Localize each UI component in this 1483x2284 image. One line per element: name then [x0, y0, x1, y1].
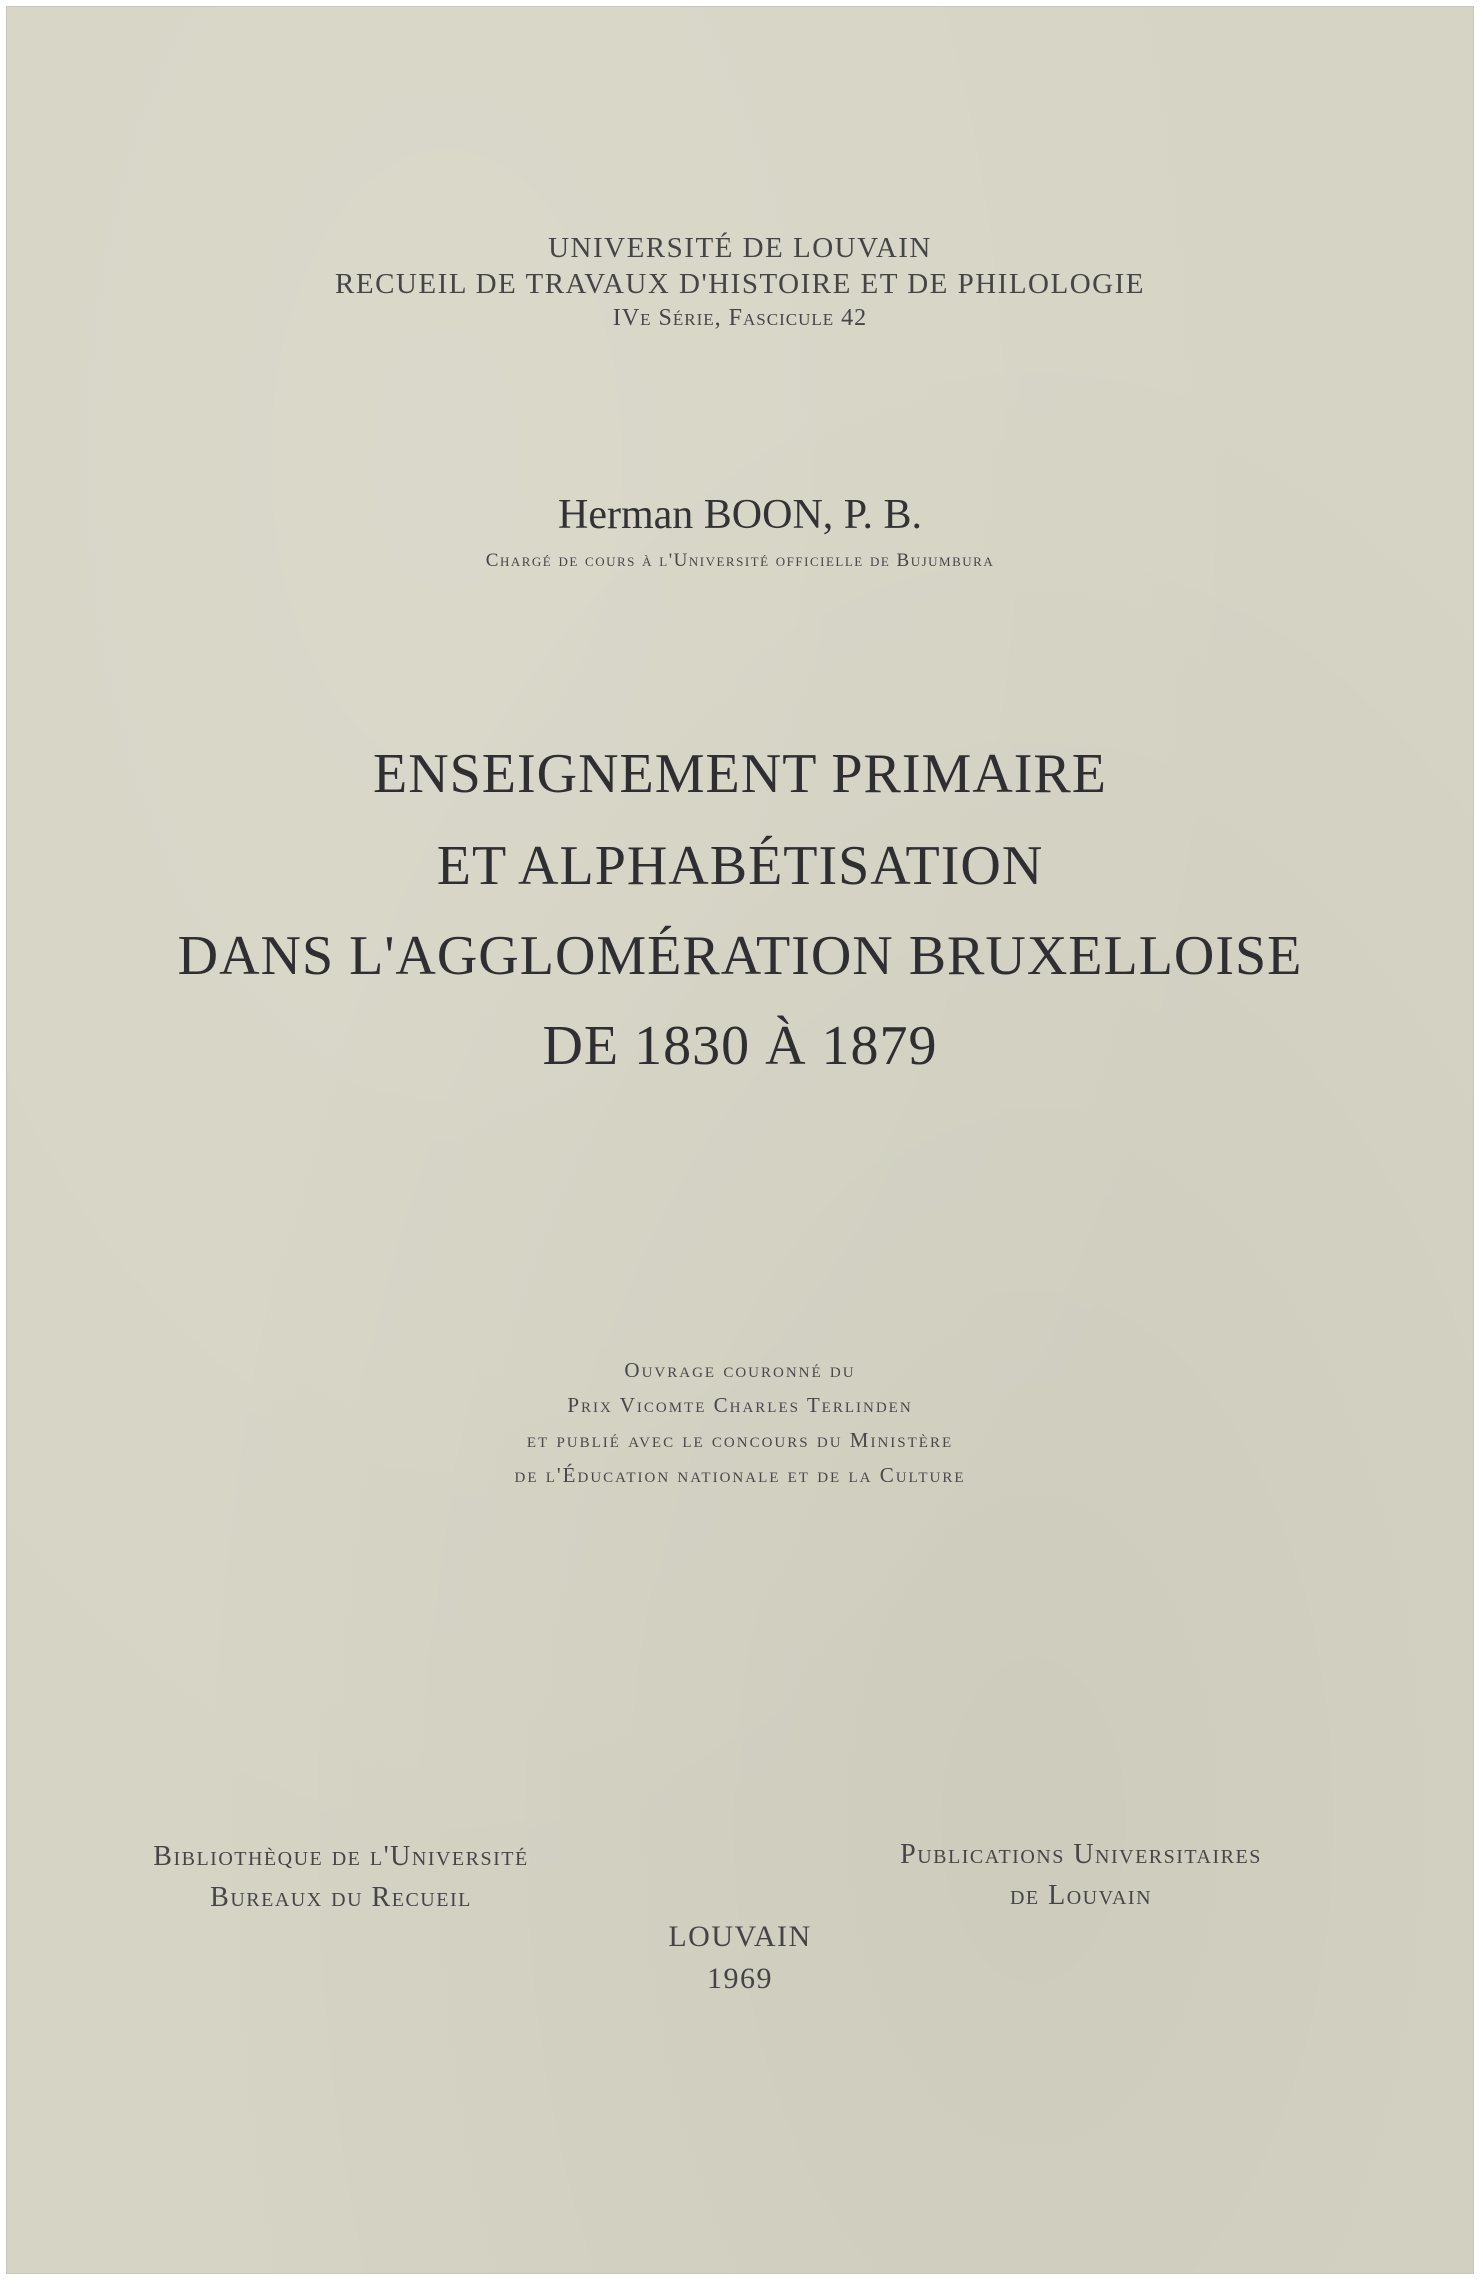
title-line-2: ET ALPHABÉTISATION [436, 835, 1044, 897]
award-line-1: Ouvrage couronné du [624, 1358, 856, 1382]
award-line-4: de l'Éducation nationale et de la Culture [514, 1463, 966, 1487]
publisher-left-line-2: Bureaux du Recueil [210, 1882, 472, 1913]
publisher-right-line-2: de Louvain [1009, 1880, 1153, 1911]
title-line-1: ENSEIGNEMENT PRIMAIRE [373, 743, 1107, 805]
imprint-year: 1969 [707, 1962, 773, 1995]
imprint-city: LOUVAIN [668, 1920, 812, 1953]
award-line-2: Prix Vicomte Charles Terlinden [567, 1393, 913, 1417]
university-name: UNIVERSITÉ DE LOUVAIN [548, 232, 932, 264]
fascicle-number: IVe Série, Fascicule 42 [612, 305, 868, 331]
title-line-4: DE 1830 À 1879 [542, 1015, 938, 1077]
publisher-right-line-1: Publications Universitaires [900, 1839, 1262, 1870]
publisher-left-line-1: Bibliothèque de l'Université [153, 1841, 529, 1872]
author-name: Herman BOON, P. B. [558, 492, 922, 538]
series-name: RECUEIL DE TRAVAUX D'HISTOIRE ET DE PHILOLOGIE [335, 268, 1145, 300]
award-line-3: et publié avec le concours du Ministère [526, 1428, 954, 1452]
title-line-3: DANS L'AGGLOMÉRATION BRUXELLOISE [177, 925, 1303, 987]
title-page [6, 6, 1474, 2274]
author-affiliation: Chargé de cours à l'Université officielle de Bujumbura [485, 550, 995, 571]
